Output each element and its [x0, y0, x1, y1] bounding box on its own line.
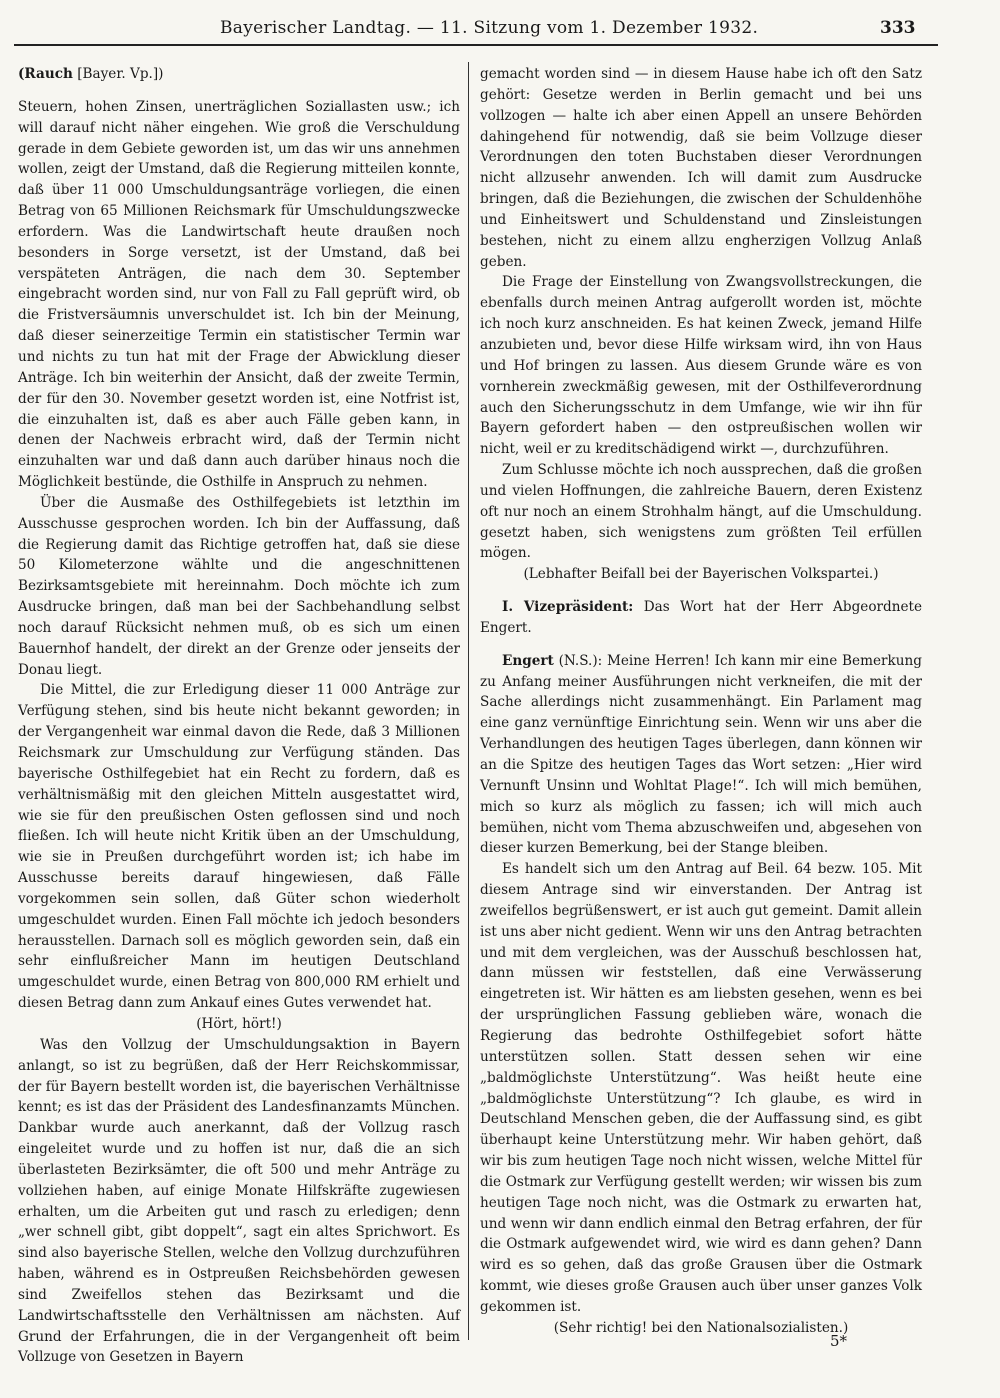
- engert-speech-start: [480, 651, 922, 859]
- right-column: [480, 64, 922, 1339]
- paragraph: Über die Ausmaße des Osthilfegebiets ist letzthin im Ausschusse gesprochen worden. Ich bin der Auffassung, daß die Regierung damit das Richtige getroffen hat, daß sie diese 50 Kilometerzone wählte und die angeschnittenen Bezirksamtsgebiete mit hereinnahm. Doch möchte ich zum Ausdrucke bringen, daß man bei der Sachbehandlung selbst noch darauf Rücksicht nehmen muß, ob es sich um einen Bauernhof handelt, der direkt an der Grenze oder jenseits der Donau liegt.: [18, 494, 460, 678]
- paragraph: Steuern, hohen Zinsen, unerträglichen Soziallasten usw.; ich will darauf nicht näher eingehen. Wie groß die Verschuldung gerade in dem Gebiete geworden ist, um das wir uns annehmen wollen, zeigt der Umstand, daß die Regierung mitteilen konnte, daß über 11 000 Umschuldungsanträge vorliegen, die einen Betrag von 65 Millionen Reichsmark für Umschuldungszwecke erfordern. Was die Landwirtschaft heute draußen noch besonders in Sorge versetzt, ist der Umstand, daß bei verspäteten Anträgen, die nach dem 30. September eingebracht worden sind, nur von Fall zu Fall geprüft wird, ob die Fristversäumnis unverschuldet ist. Ich bin der Meinung, daß dieser seinerzeitige Termin ein statistischer Termin war und nichts zu tun hat mit der Frage der Abwicklung dieser Anträge. Ich bin weiterhin der Ansicht, daß der zweite Termin, der für den 30. November gesetzt worden ist, eine Notfrist ist, die einzuhalten ist, daß es aber auch Fälle geben kann, in denen der Nachweis erbracht wird, daß der Termin nicht einzuhalten war und daß dann auch darüber hinaus noch die Möglichkeit bestünde, die Osthilfe in Anspruch zu nehmen.: [18, 98, 460, 491]
- paragraph: Was den Vollzug der Umschuldungsaktion in Bayern anlangt, so ist zu begrüßen, daß der Herr Reichskommissar, der für Bayern bestellt worden ist, die bayerischen Verhältnisse kennt; es ist das der Präsident des Landesfinanzamts München. Dankbar wurde auch anerkannt, daß der Vollzug rasch eingeleitet wurde und zu hoffen ist nur, daß die an sich überlasteten Bezirksämter, die oft 500 und mehr Anträge zu vollziehen haben, auf einige Monate Hilfskräfte zugewiesen erhalten, um die Arbeiten gut und rasch zu erledigen; denn „wer schnell gibt, gibt doppelt“, sagt ein altes Sprichwort. Es sind also bayerische Stellen, welche den Vollzug durchzuführen haben, während es in Ostpreußen Reichsbehörden gewesen sind Zweifellos stehen das Bezirksamt und die Landwirtschaftsstelle den Verhältnissen am nächsten. Auf Grund der Erfahrungen, die in der Vergangenheit oft beim Vollzuge von Gesetzen in Bayern: [18, 1036, 460, 1366]
- speaker-name: (Rauch: [18, 66, 73, 82]
- paragraph: Die Frage der Einstellung von Zwangsvollstreckungen, die ebenfalls durch meinen Antrag aufgerollt worden ist, möchte ich noch kurz anschneiden. Es hat keinen Zweck, jemand Hilfe anzubieten und, bevor diese Hilfe wirksam wird, ihn von Haus und Hof bringen zu lassen. Aus diesem Grunde wäre es von vornherein zweckmäßig gewesen, mit der Osthilfeverordnung auch den Sicherungsschutz in dem Umfange, wie wir ihn für Bayern gefordert haben — den ostpreußischen wollen wir nicht, weil er zu kreditschädigend wirkt —, durchzuführen.: [480, 274, 922, 458]
- vice-president-text: Das Wort hat der Herr Abgeordnete Engert.: [480, 599, 923, 636]
- speaker-party: (N.S.):: [558, 652, 603, 669]
- page-header: [0, 0, 1000, 46]
- speaker-line: [18, 64, 460, 85]
- vice-president-line: [480, 597, 922, 639]
- page-number: 333: [880, 18, 916, 38]
- vice-president-label: I. Vizepräsident:: [502, 599, 634, 616]
- paragraph: Zum Schlusse möchte ich noch aussprechen, daß die großen und vielen Hoffnungen, die zahlreiche Bauern, deren Existenz oft nur noch an einem Strohhalm hängt, auf die Umschuldung. gesetzt haben, sich wenigstens zum größten Teil erfüllen mögen.: [480, 462, 922, 562]
- paragraph: Es handelt sich um den Antrag auf Beil. 64 bezw. 105. Mit diesem Antrage sind wir einverstanden. Der Antrag ist zweifellos begrüßenswert, er ist auch gut gemeint. Damit allein ist uns aber nicht gedient. Wenn wir uns den Antrag betrachten und mit dem vergleichen, was der Ausschuß beschlossen hat, dann müssen wir feststellen, daß eine Verwässerung eingetreten ist. Wir hätten es am liebsten gesehen, wenn es bei der ursprünglichen Fassung geblieben wäre, wonach die Regierung das bedrohte Osthilfegebiet sofort hätte unterstützen sollen. Statt dessen sehen wir eine „baldmöglichste Unterstützung“. Was heißt heute eine „baldmöglichste Unterstützung“? Ich glaube, es wird in Deutschland Menschen geben, die der Auffassung sind, es gibt überhaupt keine Unterstützung mehr. Wir haben gehört, daß wir bis zum heutigen Tage noch nicht wissen, welche Mittel für die Ostmark zur Verfügung gestellt werden; wir wissen bis zum heutigen Tage noch nicht, was die Ostmark zu erwarten hat, und wenn wir dann endlich einmal den Betrag erfahren, der für die Ostmark aufgewendet wird, wie wird es dann gehen? Dann wird es so gehen, daß das große Grausen über die Ostmark kommt, wie dieses große Grausen auch über unser ganzes Volk gekommen ist.: [480, 861, 922, 1315]
- closing-interjection: (Sehr richtig! bei den Nationalsozialisten.): [553, 1319, 849, 1336]
- paragraph: gemacht worden sind — in diesem Hause habe ich oft den Satz gehört: Gesetze werden in Berlin gemacht und bei uns vollzogen — halte ich aber einen Appell an unsere Behörden dahingehend für notwendig, daß sie beim Vollzuge dieser Verordnungen den toten Buchstaben dieser Verordnungen nicht allzusehr anwenden. Ich will damit zum Ausdrucke bringen, daß die Beziehungen, die zwischen der Schuldenhöhe und Einheitswert und Schuldenstand und Zinsleistungen bestehen, nicht zu einem allzu engherzigen Vollzug Anlaß geben.: [480, 66, 922, 270]
- signature-mark: 5*: [830, 1332, 848, 1350]
- paragraph: Die Mittel, die zur Erledigung dieser 11 000 Anträge zur Verfügung stehen, sind bis heute nicht bekannt geworden; in der Vergangenheit war einmal davon die Rede, daß 3 Millionen Reichsmark zur Umschuldung zur Verfügung ständen. Das bayerische Osthilfegebiet hat ein Recht zu fordern, daß es verhältnismäßig mit den gleichen Mitteln ausgestattet wird, wie sie für den preußischen Osten geflossen sind und noch fließen. Ich will heute nicht Kritik üben an der Umschuldung, wie sie in Preußen durchgeführt worden ist; ich habe im Ausschusse bereits darauf hingewiesen, daß Fälle vorgekommen sein sollen, daß Güter schon wiederholt umgeschuldet wurden. Einen Fall möchte ich jedoch besonders herausstellen. Darnach soll es möglich geworden sein, daß ein sehr einflußreicher Mann im heutigen Deutschland umgeschuldet wurde, einen Betrag von 800,000 RM erhielt und diesen Betrag dann zum Ankauf eines Gutes verwendet hat.: [18, 682, 460, 1012]
- speaker-party: [Bayer. Vp.]): [77, 66, 164, 82]
- running-header-title: Bayerischer Landtag. — 11. Sitzung vom 1. Dezember 1932.: [220, 18, 759, 38]
- left-column: [18, 64, 460, 1368]
- paragraph-text: Meine Herren! Ich kann mir eine Bemerkung zu Anfang meiner Ausführungen nicht verkneifen, die mit der Sache allerdings nicht zusammenhängt. Ein Parlament mag eine ganz vernünftige Einrichtung sein. Wenn wir uns aber die Verhandlungen des heutigen Tages überlegen, dann können wir an die Spitze des heutigen Tages das Wort setzen: „Hier wird Vernunft Unsinn und Wohltat Plage!“. Ich will mich bemühen, mich so kurz als möglich zu fassen; ich will mich auch bemühen, nicht vom Thema abzuschweifen und, abgesehen von dieser kurzen Bemerkung, bei der Stange bleiben.: [480, 652, 922, 857]
- interjection: (Hört, hört!): [196, 1015, 282, 1032]
- column-separator: [468, 62, 469, 1340]
- header-rule: [14, 44, 938, 46]
- applause-note: (Lebhafter Beifall bei der Bayerischen Volkspartei.): [523, 566, 879, 583]
- speaker-name: Engert: [502, 652, 554, 669]
